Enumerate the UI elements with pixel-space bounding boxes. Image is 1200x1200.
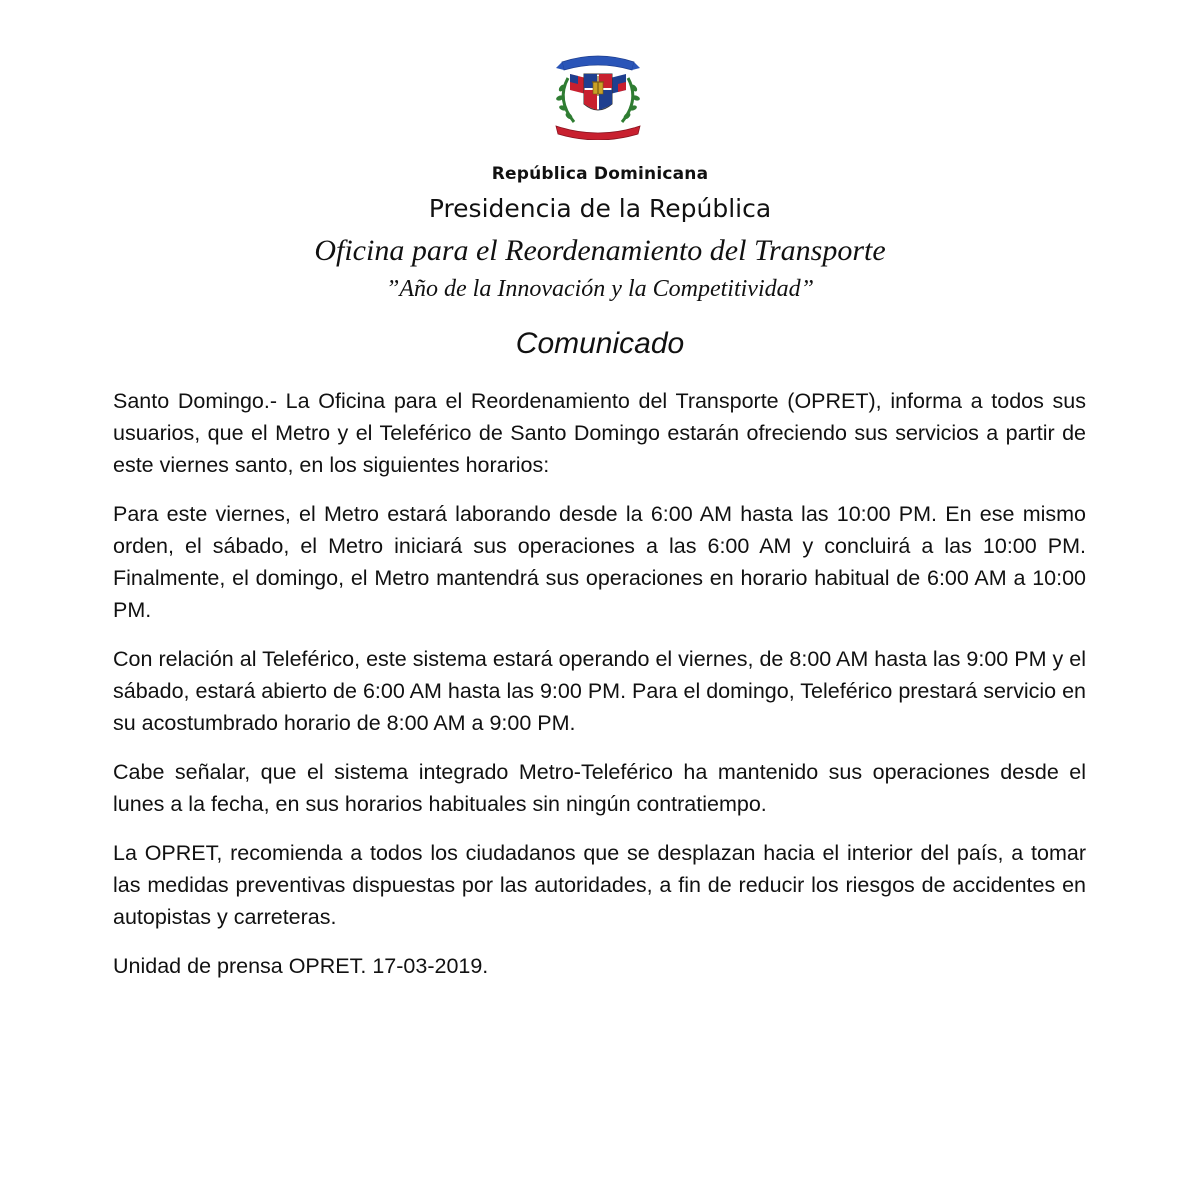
press-signature: Unidad de prensa OPRET. 17-03-2019. [113, 954, 489, 978]
paragraph-intro: Santo Domingo.- La Oficina para el Reordenamiento del Transporte (OPRET), informa a todos sus usuarios, que el Metro y el Teleférico de Santo Domingo estarán ofreciendo sus servicios a partir de este viernes santo, en los siguientes horarios: [113, 389, 1086, 477]
office-name: Oficina para el Reordenamiento del Transporte [314, 234, 886, 267]
document-body [113, 385, 1086, 999]
paragraph-metro-schedule: Para este viernes, el Metro estará laborando desde la 6:00 AM hasta las 10:00 PM. En ese mismo orden, el sábado, el Metro iniciará sus operaciones a las 6:00 AM y concluirá a las 10:00 PM. Finalmente, el domingo, el Metro mantendrá sus operaciones en horario habitual de 6:00 AM a 10:00 PM. [113, 502, 1086, 622]
year-motto: ”Año de la Innovación y la Competitividad” [386, 276, 814, 302]
presidency-name: Presidencia de la República [428, 194, 772, 223]
coat-of-arms-icon [548, 48, 648, 140]
paragraph-integrated-system: Cabe señalar, que el sistema integrado Metro-Teleférico ha mantenido sus operaciones desde el lunes a la fecha, en sus horarios habituales sin ningún contratiempo. [113, 760, 1086, 816]
paragraph-recommendation: La OPRET, recomienda a todos los ciudadanos que se desplazan hacia el interior del país, a tomar las medidas preventivas dispuestas por las autoridades, a fin de reducir los riesgos de accidentes en autopistas y carreteras. [113, 841, 1086, 929]
paragraph-teleferico-schedule: Con relación al Teleférico, este sistema estará operando el viernes, de 8:00 AM hasta las 9:00 PM y el sábado, estará abierto de 6:00 AM hasta las 9:00 PM. Para el domingo, Teleférico prestará servicio en su acostumbrado horario de 8:00 AM a 9:00 PM. [113, 647, 1086, 735]
country-name: República Dominicana [491, 164, 709, 184]
document-title: Comunicado [515, 327, 685, 360]
